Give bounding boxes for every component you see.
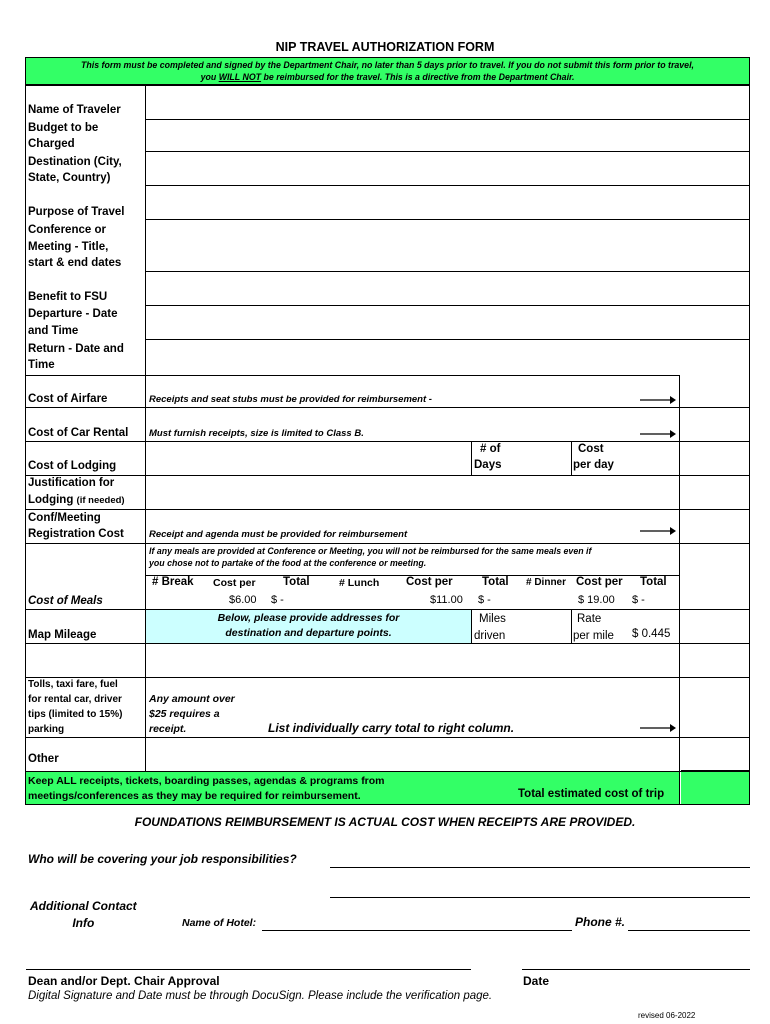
label-hotel: Name of Hotel: bbox=[182, 917, 257, 929]
label-total-dinner: Total bbox=[640, 576, 667, 588]
arrow-right-icon bbox=[640, 526, 676, 536]
lunch-total: $ - bbox=[478, 594, 491, 606]
label-other: Other bbox=[28, 753, 59, 765]
label-cost-per-lunch: Cost per bbox=[406, 576, 453, 588]
conference-field[interactable] bbox=[146, 220, 749, 271]
budget-field[interactable] bbox=[146, 120, 749, 151]
destination-field[interactable] bbox=[146, 152, 749, 185]
label-days: # of Days bbox=[474, 443, 502, 471]
traveler-name-field[interactable] bbox=[146, 86, 749, 119]
total-trip-amount-field[interactable] bbox=[681, 772, 749, 804]
label-phone: Phone #. bbox=[575, 915, 626, 929]
label-lodging: Cost of Lodging bbox=[28, 460, 117, 472]
car-rental-note: Must furnish receipts, size is limited to Class B. bbox=[149, 428, 364, 439]
keep-receipts-note: Keep ALL receipts, tickets, boarding passes, agendas & programs from meetings/conferences as they may be required for reimbursement. bbox=[28, 775, 385, 802]
label-departure-1: Departure - Date bbox=[28, 308, 118, 320]
registration-note: Receipt and agenda must be provided for reimbursement bbox=[149, 529, 408, 540]
receipt-threshold-note: Any amount over $25 requires a receipt. bbox=[149, 693, 235, 735]
breakfast-total: $ - bbox=[271, 594, 284, 606]
lunch-rate: $11.00 bbox=[430, 594, 463, 606]
label-cost-per-breakfast: Cost per bbox=[213, 577, 256, 589]
rate-per-mile-value: $ 0.445 bbox=[632, 628, 671, 640]
label-approval: Dean and/or Dept. Chair Approval bbox=[28, 974, 220, 988]
label-return-2: Time bbox=[28, 359, 55, 371]
label-additional-contact: Additional Contact Info bbox=[30, 899, 137, 930]
label-breakfast: # Break bbox=[152, 576, 194, 588]
airfare-note: Receipts and seat stubs must be provided for reimbursement - bbox=[149, 394, 432, 405]
benefit-field[interactable] bbox=[146, 272, 749, 305]
approval-signature-line[interactable] bbox=[26, 969, 471, 970]
purpose-field[interactable] bbox=[146, 186, 749, 219]
map-note: Below, please provide addresses for destination and departure points. bbox=[217, 612, 400, 639]
label-conference-2: Meeting - Title, bbox=[28, 241, 109, 253]
directive-banner bbox=[25, 57, 750, 85]
label-tolls: Tolls, taxi fare, fuel for rental car, driver tips (limited to 15%) parking bbox=[28, 679, 123, 735]
label-total-lunch: Total bbox=[482, 576, 509, 588]
dinner-total: $ - bbox=[632, 594, 645, 606]
phone-line[interactable] bbox=[628, 930, 750, 931]
label-total-breakfast: Total bbox=[283, 576, 310, 588]
label-destination-2: State, Country) bbox=[28, 172, 111, 184]
banner-line-2: you WILL NOT be reimbursed for the travel. This is a directive from the Department Chair. bbox=[200, 72, 575, 82]
label-miles-driven: Miles driven bbox=[474, 613, 506, 642]
breakfast-rate: $6.00 bbox=[229, 594, 257, 606]
label-job-coverage: Who will be covering your job responsibilities? bbox=[28, 852, 297, 866]
label-lunch: # Lunch bbox=[339, 577, 380, 589]
label-purpose: Purpose of Travel bbox=[28, 206, 125, 218]
form-title: NIP TRAVEL AUTHORIZATION FORM bbox=[275, 40, 495, 54]
airfare-amount-field[interactable] bbox=[681, 376, 749, 407]
label-airfare: Cost of Airfare bbox=[28, 393, 108, 405]
label-dinner: # Dinner bbox=[526, 577, 567, 588]
label-date: Date bbox=[523, 974, 550, 988]
approval-date-line[interactable] bbox=[522, 969, 750, 970]
label-benefit: Benefit to FSU bbox=[28, 291, 108, 303]
label-budget-2: Charged bbox=[28, 138, 75, 150]
label-mileage: Map Mileage bbox=[28, 629, 97, 641]
label-rate-per-mile: Rate per mile bbox=[573, 613, 614, 642]
hotel-line[interactable] bbox=[262, 930, 572, 931]
registration-amount-field[interactable] bbox=[681, 510, 749, 543]
list-individually-note: List individually carry total to right column. bbox=[268, 721, 515, 735]
label-budget-1: Budget to be bbox=[28, 122, 99, 134]
label-justification-1: Justification for bbox=[28, 477, 115, 489]
label-meals: Cost of Meals bbox=[28, 595, 103, 607]
arrow-right-icon bbox=[640, 723, 676, 733]
label-conference-1: Conference or bbox=[28, 224, 106, 236]
mileage-amount-field[interactable] bbox=[681, 612, 749, 645]
job-coverage-line-2[interactable] bbox=[330, 897, 750, 898]
dinner-rate: $ 19.00 bbox=[578, 594, 615, 606]
revision-date: revised 06-2022 bbox=[638, 1011, 696, 1020]
meals-note: If any meals are provided at Conference or Meeting, you will not be reimbursed for the same meals even if you chose not to partake of the food at the conference or meeting. bbox=[149, 546, 592, 568]
lodging-amount-field[interactable] bbox=[681, 442, 749, 475]
label-conference-3: start & end dates bbox=[28, 257, 122, 269]
banner-line-1: This form must be completed and signed by the Department Chair, no later than 5 days prior to travel. If you do not submit this form prior to travel, bbox=[81, 60, 694, 70]
foundations-note: FOUNDATIONS REIMBURSEMENT IS ACTUAL COST WHEN RECEIPTS ARE PROVIDED. bbox=[134, 815, 636, 829]
label-car-rental: Cost of Car Rental bbox=[28, 427, 129, 439]
departure-field[interactable] bbox=[146, 306, 749, 339]
arrow-right-icon bbox=[640, 395, 676, 405]
label-cost-per-dinner: Cost per bbox=[576, 576, 623, 588]
arrow-right-icon bbox=[640, 429, 676, 439]
label-return-1: Return - Date and bbox=[28, 343, 124, 355]
label-registration-2: Registration Cost bbox=[28, 528, 124, 540]
label-destination-1: Destination (City, bbox=[28, 156, 122, 168]
meals-amount-field[interactable] bbox=[681, 578, 749, 611]
label-total-trip: Total estimated cost of trip bbox=[518, 788, 665, 800]
label-justification-2: Lodging (if needed) bbox=[28, 494, 125, 506]
label-departure-2: and Time bbox=[28, 325, 79, 337]
car-rental-amount-field[interactable] bbox=[681, 408, 749, 441]
return-field[interactable] bbox=[146, 340, 749, 375]
docusign-note: Digital Signature and Date must be through DocuSign. Please include the verification page. bbox=[28, 990, 493, 1002]
label-name: Name of Traveler bbox=[28, 104, 121, 116]
job-coverage-line-1[interactable] bbox=[330, 867, 750, 868]
label-registration-1: Conf/Meeting bbox=[28, 512, 101, 524]
label-cost-per-day: Cost per day bbox=[573, 443, 614, 471]
